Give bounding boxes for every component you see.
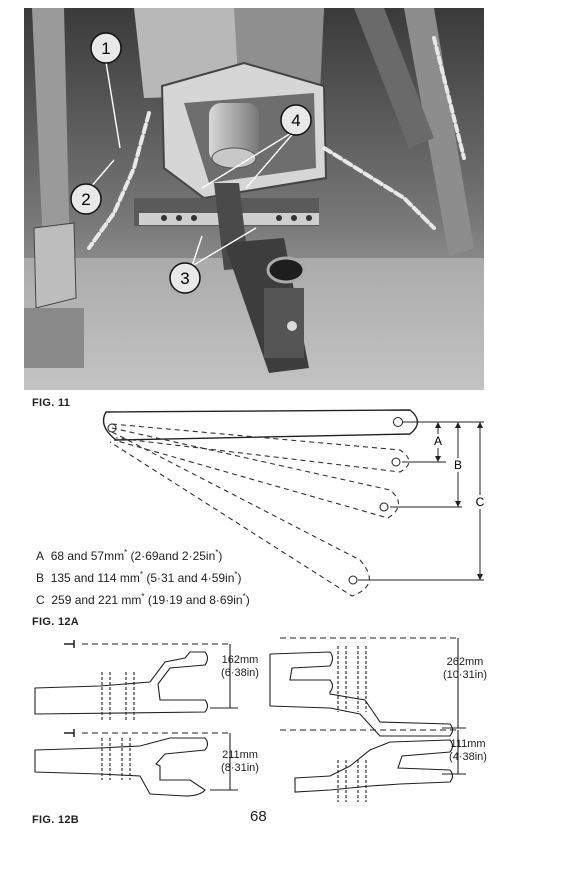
svg-text:1: 1 [101,39,111,58]
label-c: C [475,495,485,509]
svg-text:2: 2 [81,190,91,209]
callout-2 [71,184,101,214]
svg-text:3: 3 [180,269,190,288]
dim-211: 211mm (8·31in) [221,749,259,774]
label-b: B [453,458,463,472]
config-162mm [35,640,238,720]
config-262mm [270,638,466,736]
config-111mm [280,730,466,802]
dim-262: 262mm (10·31in) [442,656,488,681]
fig12a-caption: FIG. 12A [32,616,80,628]
label-a: A [433,434,443,448]
spec-c: C 259 and 221 mm* (19·19 and 8·69in*) [36,592,250,607]
spec-a: A 68 and 57mm* (2·69and 2·25in*) [36,548,223,563]
fig11-caption: FIG. 11 [32,397,71,409]
config-211mm [35,729,238,796]
callout-1 [91,33,121,63]
dim-111: 111mm (4·38in) [449,738,487,763]
page-number: 68 [250,808,267,825]
callout-3 [170,263,200,293]
dim-162: 162mm (6·38in) [221,654,259,679]
svg-text:4: 4 [291,111,301,130]
fig12b-caption: FIG. 12B [32,814,80,826]
spec-b: B 135 and 114 mm* (5·31 and 4·59in*) [36,570,242,585]
drawbar-photo [24,8,484,390]
callout-4 [281,105,311,135]
